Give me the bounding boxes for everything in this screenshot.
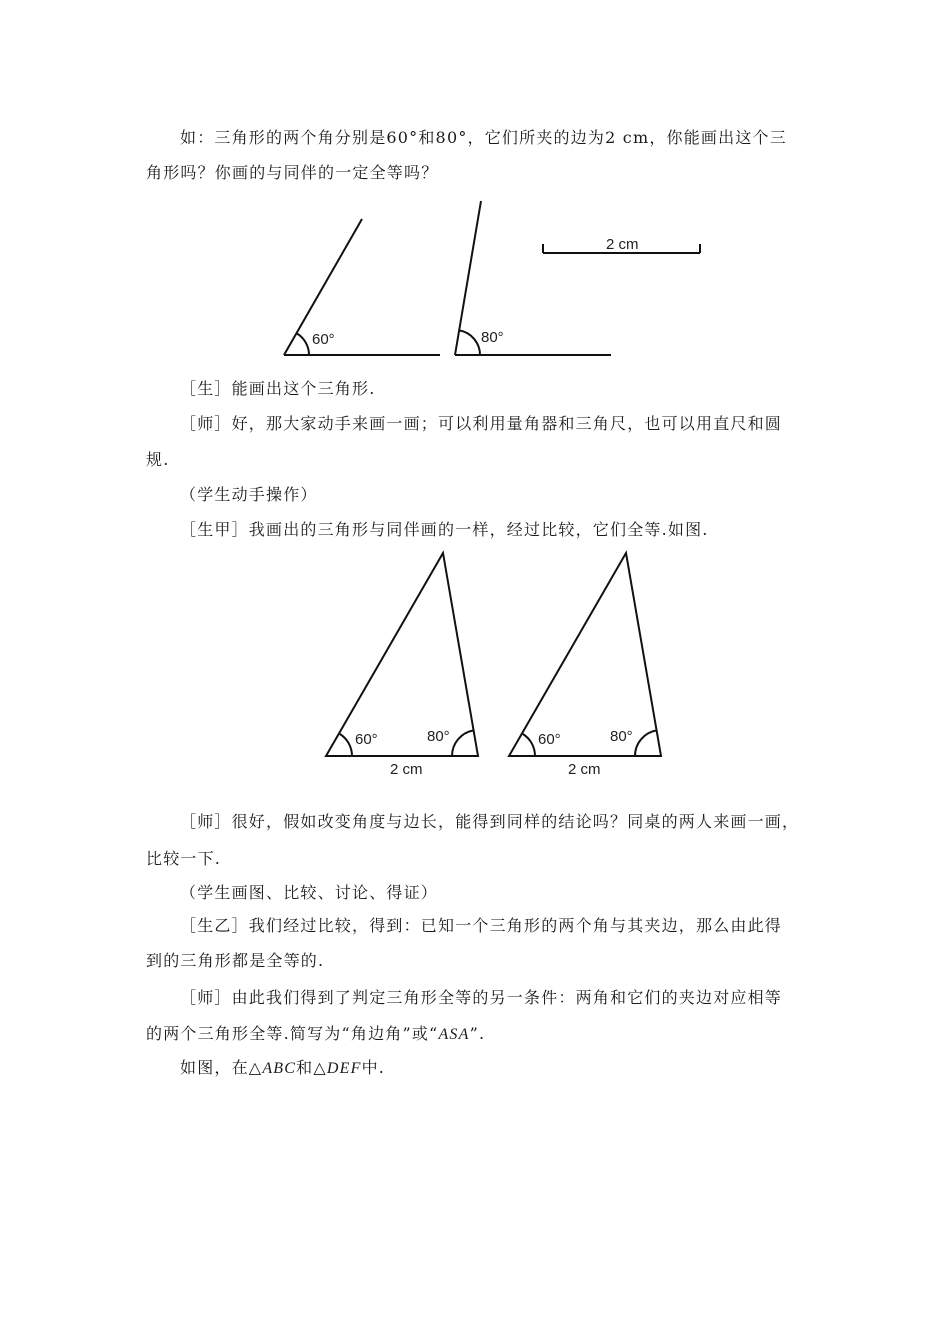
angle-arc xyxy=(340,734,352,756)
triangle-right xyxy=(509,553,661,778)
text-run: 中. xyxy=(361,1058,386,1077)
angle-label-60: 60° xyxy=(312,331,335,348)
angle-arc xyxy=(635,730,657,756)
paragraph-teacher3-line2 xyxy=(146,1024,814,1045)
text-run: 和△ xyxy=(296,1058,327,1077)
paragraph-student-a: ［生甲］我画出的三角形与同伴画的一样，经过比较，它们全等.如图. xyxy=(180,520,709,539)
angle-label-80: 80° xyxy=(610,728,633,745)
paragraph-question-line1: 如：三角形的两个角分别是60°和80°，它们所夹的边为2 cm，你能画出这个三 xyxy=(180,128,787,147)
triangle-name-abc: ABC xyxy=(262,1060,297,1077)
angle-label-60: 60° xyxy=(538,731,561,748)
base-label: 2 cm xyxy=(568,761,601,778)
paragraph-teacher2-line2: 比较一下. xyxy=(146,849,222,868)
angle-label-80: 80° xyxy=(427,728,450,745)
text-run: 的两个三角形全等.简写为“角边角”或“ xyxy=(146,1024,439,1043)
text-run: ”. xyxy=(469,1024,486,1043)
paragraph-student-answer: ［生］能画出这个三角形. xyxy=(180,379,376,398)
segment-label: 2 cm xyxy=(606,236,639,253)
angle-label-60: 60° xyxy=(355,731,378,748)
paragraph-teacher-line2: 规. xyxy=(146,450,170,469)
angle-label-80: 80° xyxy=(481,329,504,346)
paragraph-teacher2-line1: ［师］很好，假如改变角度与边长，能得到同样的结论吗？同桌的两人来画一画， xyxy=(180,812,800,831)
angle-arc xyxy=(523,734,535,756)
angle-arc xyxy=(452,730,474,756)
triangle-name-def: DEF xyxy=(326,1060,362,1077)
paragraph-student-b-line2: 到的三角形都是全等的. xyxy=(146,951,325,970)
paragraph-student-discussion: （学生画图、比较、讨论、得证） xyxy=(180,883,439,902)
text-run: 如图，在△ xyxy=(180,1058,263,1077)
paragraph-student-b-line1: ［生乙］我们经过比较，得到：已知一个三角形的两个角与其夹边，那么由此得 xyxy=(180,916,783,935)
paragraph-student-activity: （学生动手操作） xyxy=(180,485,318,504)
triangle-left xyxy=(326,553,478,778)
asa-abbreviation: ASA xyxy=(438,1026,470,1043)
paragraph-question-line2: 角形吗？你画的与同伴的一定全等吗？ xyxy=(146,163,439,182)
paragraph-teacher-line1: ［师］好，那大家动手来画一画；可以利用量角器和三角尺，也可以用直尺和圆 xyxy=(180,414,783,433)
base-label: 2 cm xyxy=(390,761,423,778)
paragraph-teacher3-line1: ［师］由此我们得到了判定三角形全等的另一条件：两角和它们的夹边对应相等 xyxy=(180,988,783,1007)
paragraph-triangle-intro xyxy=(180,1058,848,1079)
